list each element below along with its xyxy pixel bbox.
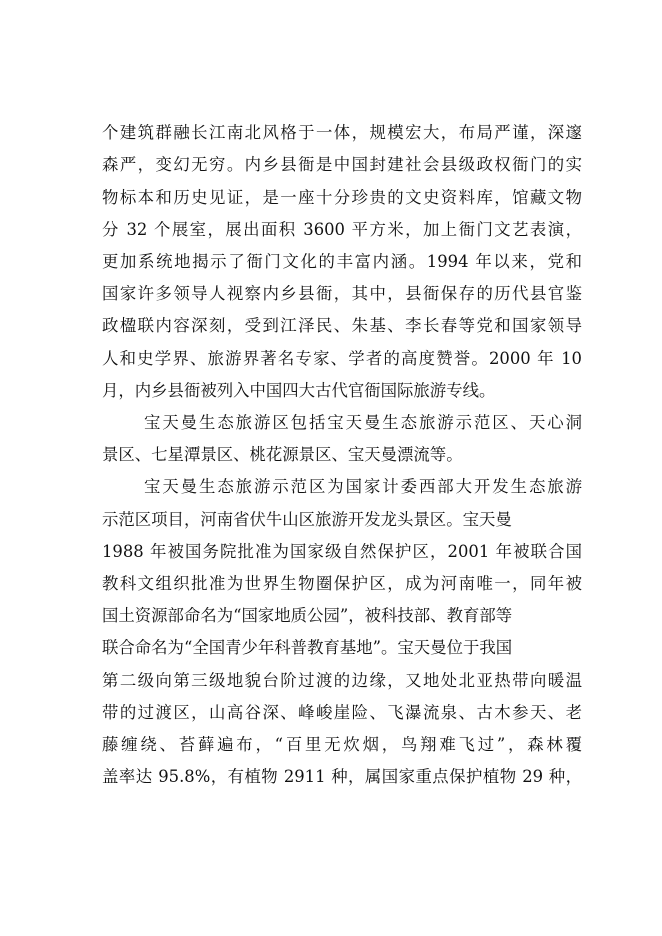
text-line: 更加系统地揭示了衙门文化的丰富内涵。1994 年以来，党和 — [102, 252, 582, 271]
text-line: 国家许多领导人视察内乡县衙，其中，县衙保存的历代县官鉴 — [102, 284, 582, 303]
text-line: 带的过渡区，山高谷深、峰峻崖险、飞瀑流泉、古木参天、老 — [102, 703, 582, 722]
text-line: 分 32 个展室，展出面积 3600 平方米，加上衙门文艺表演， — [102, 220, 582, 239]
paragraph-first-line: 宝天曼生态旅游区包括宝天曼生态旅游示范区、天心洞 — [144, 413, 582, 432]
text-line: 人和史学界、旅游界著名专家、学者的高度赞誉。2000 年 10 — [102, 349, 582, 368]
text-line: 森严，变幻无穷。内乡县衙是中国封建社会县级政权衙门的实 — [102, 155, 582, 174]
paragraph-first-line: 宝天曼生态旅游示范区为国家计委西部大开发生态旅游 — [144, 477, 582, 496]
text-line: 藤缠绕、苔藓遍布，“百里无炊烟，鸟翔难飞过”，森林覆 — [102, 735, 582, 754]
text-line: 第二级向第三级地貌台阶过渡的边缘，又地处北亚热带向暖温 — [102, 671, 582, 690]
text-line: 联合命名为“全国青少年科普教育基地”。宝天曼位于我国 — [102, 638, 513, 657]
text-line: 个建筑群融长江南北风格于一体，规模宏大，布局严谨，深邃 — [102, 123, 582, 142]
text-line: 物标本和历史见证，是一座十分珍贵的文史资料库，馆藏文物 — [102, 188, 582, 207]
text-line: 示范区项目，河南省伏牛山区旅游开发龙头景区。宝天曼 — [102, 510, 512, 529]
text-line: 政楹联内容深刻，受到江泽民、朱基、李长春等党和国家领导 — [102, 316, 582, 335]
text-line: 1988 年被国务院批准为国家级自然保护区，2001 年被联合国 — [102, 542, 582, 561]
text-line: 盖率达 95.8%，有植物 2911 种，属国家重点保护植物 29 种， — [102, 767, 582, 786]
text-line: 景区、七星潭景区、桃花源景区、宝天曼漂流等。 — [102, 445, 463, 464]
text-line: 国土资源部命名为“国家地质公园”，被科技部、教育部等 — [102, 606, 513, 625]
text-line: 月，内乡县衙被列入中国四大古代官衙国际旅游专线。 — [102, 381, 496, 400]
text-line: 教科文组织批准为世界生物圈保护区，成为河南唯一，同年被 — [102, 574, 582, 593]
